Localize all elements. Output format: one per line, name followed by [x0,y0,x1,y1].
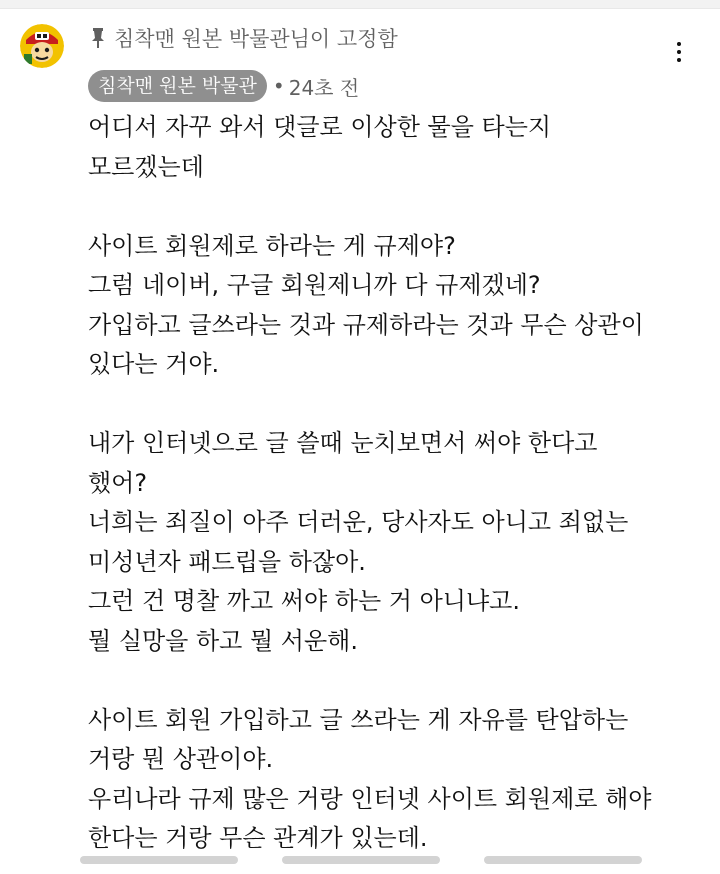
comment-line: 그럼 네이버, 구글 회원제니까 다 규제겠네? [88,271,541,299]
comment-body [88,108,688,859]
comment-line [88,661,688,701]
comment-line: 뭘 실망을 하고 뭘 서운해. [88,626,358,655]
more-vert-dot [677,50,681,54]
comment-line [88,187,688,227]
scroll-indicator-segment[interactable] [484,856,642,864]
comment-line: 한다는 거랑 무슨 관계가 있는데. [88,824,428,852]
pin-icon [90,27,106,49]
comment-line: 했어? [88,468,148,497]
comment-line: 어디서 자꾸 와서 댓글로 이상한 물을 타는지 [88,113,552,141]
scroll-indicators [0,856,720,866]
comment-line: 내가 인터넷으로 글 쓸때 눈치보면서 써야 한다고 [88,429,598,457]
comment-line: 그런 건 명찰 까고 써야 하는 거 아니냐고. [88,587,520,615]
comment-line: 가입하고 글쓰라는 것과 규제하라는 것과 무슨 상관이 [88,310,644,339]
comment-line: 모르겠는데 [88,152,204,181]
meta-separator: • [272,74,285,98]
avatar[interactable] [20,24,64,68]
comment-line: 사이트 회원제로 하라는 게 규제야? [88,231,456,260]
pinned-comment [0,8,720,874]
comment-line: 너희는 죄질이 아주 더러운, 당사자도 아니고 죄없는 [88,508,629,536]
scroll-indicator-segment[interactable] [80,856,238,864]
author-badge[interactable]: 침착맨 원본 박물관 [88,70,267,102]
comment-line [88,385,688,425]
more-vert-dot [677,58,681,62]
comment-line: 거랑 뭔 상관이야. [88,745,274,773]
pinned-label: 침착맨 원본 박물관님이 고정함 [114,27,398,51]
comment-line: 있다는 거야. [88,350,220,378]
more-options-button[interactable] [664,32,694,72]
scroll-indicator-segment[interactable] [282,856,440,864]
comment-line: 사이트 회원 가입하고 글 쓰라는 게 자유를 탄압하는 [88,705,629,734]
comment-meta [88,68,359,104]
avatar-cartoon-icon [20,24,64,68]
more-vert-icon [677,42,681,46]
pinned-indicator [90,22,398,54]
comment-timestamp[interactable]: 24초 전 [288,75,360,100]
comment-line: 미성년자 패드립을 하잖아. [88,547,366,576]
comment-line: 우리나라 규제 많은 거랑 인터넷 사이트 회원제로 해야 [88,784,652,813]
